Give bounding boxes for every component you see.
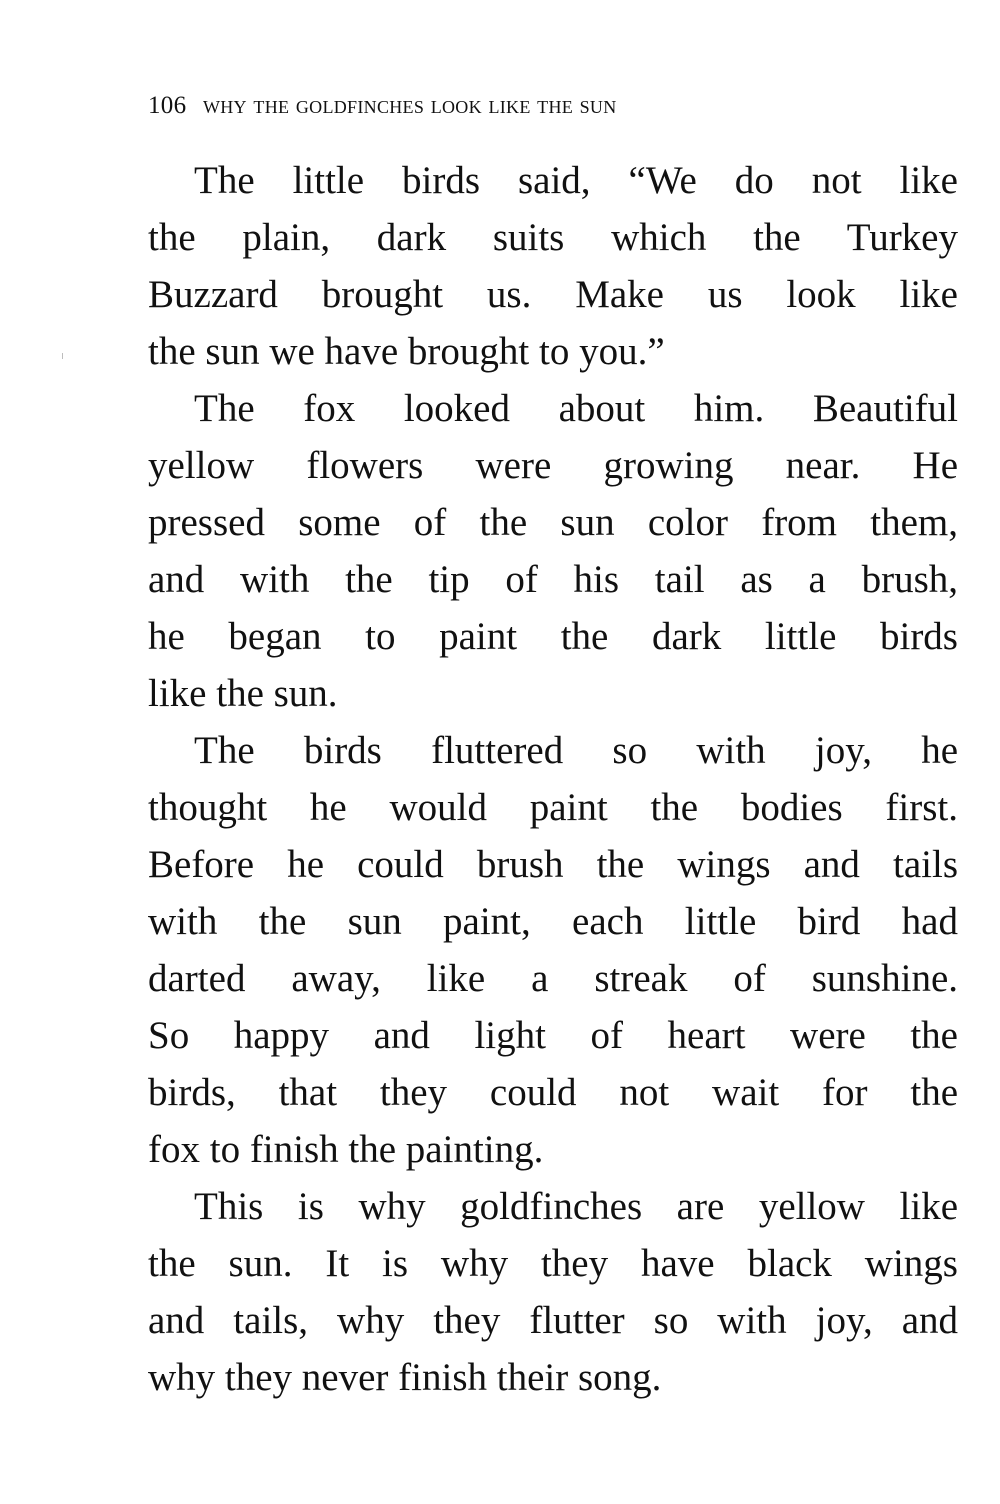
text-line: This is why goldfinches are yellow like xyxy=(194,1185,958,1228)
text-line: thought he would paint the bodies first. xyxy=(148,786,958,829)
paragraph-1 xyxy=(148,152,958,380)
text-line: Buzzard brought us. Make us look like xyxy=(148,273,958,316)
text-line: The little birds said, “We do not like xyxy=(194,159,958,202)
text-line: and tails, why they flutter so with joy, and xyxy=(148,1299,958,1342)
running-title: why the goldfinches look like the sun xyxy=(202,92,617,119)
text-line: darted away, like a streak of sunshine. xyxy=(148,957,958,1000)
paragraph-4 xyxy=(148,1178,958,1406)
text-line: Before he could brush the wings and tails xyxy=(148,843,958,886)
page-number: 106 xyxy=(148,92,187,119)
text-line: So happy and light of heart were the xyxy=(148,1014,958,1057)
margin-speck xyxy=(62,353,63,359)
text-line: the plain, dark suits which the Turkey xyxy=(148,216,958,259)
body-text xyxy=(148,152,958,1406)
text-line: The fox looked about him. Beautiful xyxy=(194,387,958,430)
text-line: the sun we have brought to you.” xyxy=(148,330,665,373)
paragraph-3 xyxy=(148,722,958,1178)
text-line: the sun. It is why they have black wings xyxy=(148,1242,958,1285)
text-line: fox to finish the painting. xyxy=(148,1128,544,1171)
text-line: The birds fluttered so with joy, he xyxy=(194,729,958,772)
text-line: and with the tip of his tail as a brush, xyxy=(148,558,958,601)
book-page xyxy=(148,0,958,1504)
text-line: yellow flowers were growing near. He xyxy=(148,444,958,487)
paragraph-2 xyxy=(148,380,958,722)
running-header xyxy=(148,88,958,124)
text-line: birds, that they could not wait for the xyxy=(148,1071,958,1114)
text-line: why they never finish their song. xyxy=(148,1356,662,1399)
text-line: pressed some of the sun color from them, xyxy=(148,501,958,544)
text-line: he began to paint the dark little birds xyxy=(148,615,958,658)
text-line: like the sun. xyxy=(148,672,338,715)
text-line: with the sun paint, each little bird had xyxy=(148,900,958,943)
